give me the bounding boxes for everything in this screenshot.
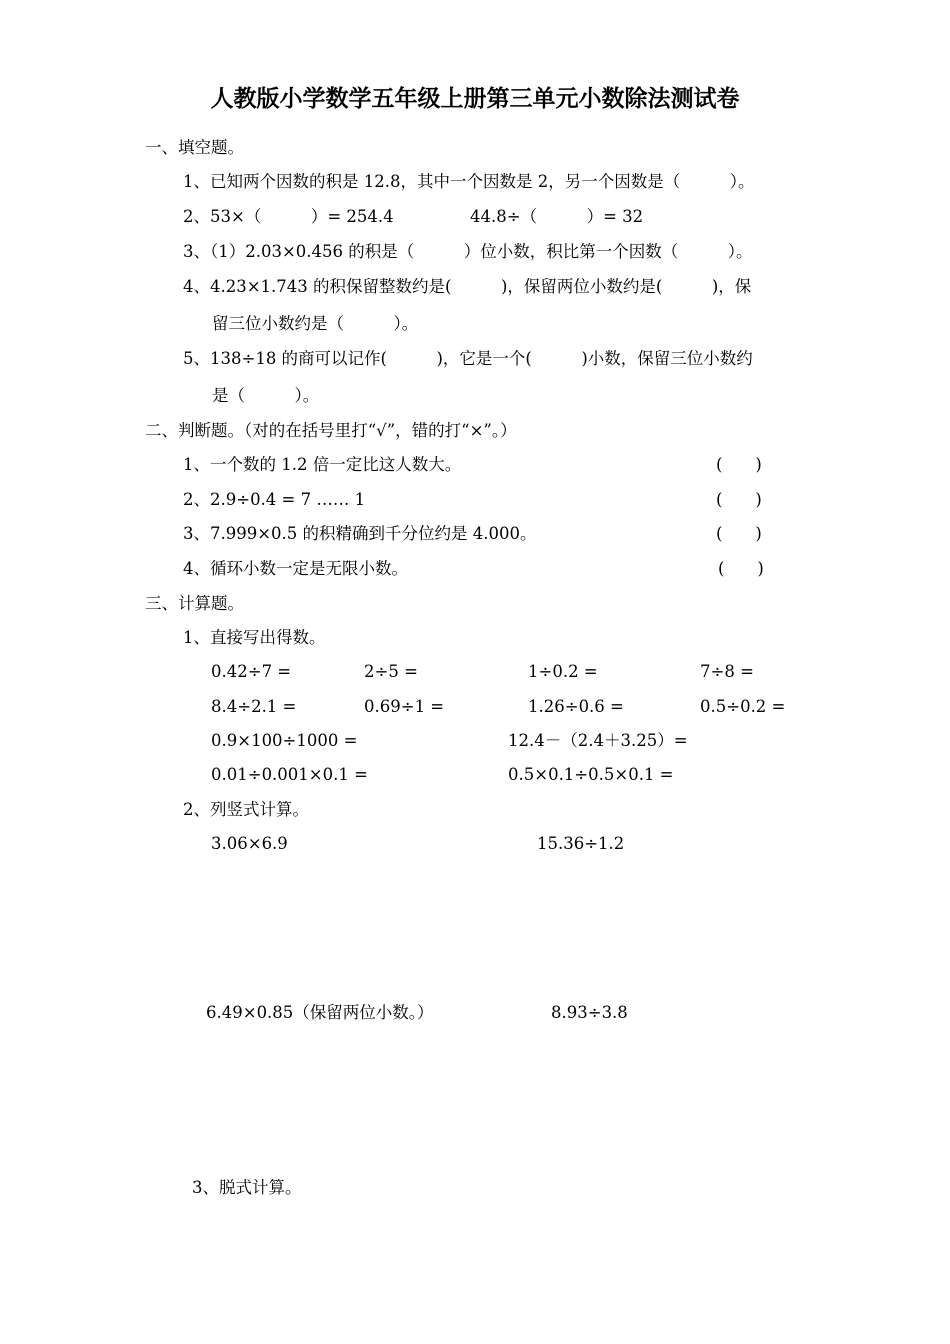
vertical-calc-2: 15.36÷1.2 [537, 834, 625, 853]
oral-calc-2-1: 8.4÷2.1 = [211, 697, 297, 716]
judge-item-3: 3、7.999×0.5 的积精确到千分位约是 4.000。 [183, 524, 537, 543]
page-title: 人教版小学数学五年级上册第三单元小数除法测试卷 [210, 85, 740, 112]
vertical-calc-4: 8.93÷3.8 [551, 1003, 628, 1022]
oral-calc-4-2: 0.5×0.1÷0.5×0.1 = [508, 765, 674, 784]
question-1-5-cont: 是（ ）。 [212, 386, 320, 405]
oral-calc-1-3: 1÷0.2 = [528, 662, 598, 681]
judge-bracket-2: ( ) [716, 490, 762, 509]
question-1-4-cont: 留三位小数约是（ ）。 [212, 314, 419, 333]
section-3-heading: 三、计算题。 [145, 594, 244, 613]
question-1-2a: 2、53×（ ）= 254.4 [183, 207, 394, 226]
judge-item-4: 4、循环小数一定是无限小数。 [183, 559, 408, 578]
oral-calc-3-2: 12.4－（2.4＋3.25）= [508, 731, 688, 750]
judge-bracket-1: ( ) [716, 455, 762, 474]
oral-calc-1-4: 7÷8 = [700, 662, 754, 681]
oral-calc-1-2: 2÷5 = [364, 662, 418, 681]
judge-bracket-4: ( ) [718, 559, 764, 578]
oral-calc-4-1: 0.01÷0.001×0.1 = [211, 765, 368, 784]
section-1-heading: 一、填空题。 [145, 138, 244, 157]
judge-item-2: 2、2.9÷0.4 = 7 …… 1 [183, 490, 366, 509]
section-2-heading: 二、判断题。（对的在括号里打“√”，错的打“×”。） [145, 421, 517, 440]
oral-calc-3-1: 0.9×100÷1000 = [211, 731, 358, 750]
question-1-3: 3、（1）2.03×0.456 的积是（ ）位小数，积比第一个因数（ ）。 [183, 242, 753, 261]
calc-sub-2: 2、列竖式计算。 [183, 800, 309, 819]
question-1-2b: 44.8÷（ ）= 32 [470, 207, 644, 226]
oral-calc-2-3: 1.26÷0.6 = [528, 697, 624, 716]
oral-calc-1-1: 0.42÷7 = [211, 662, 292, 681]
question-1-1: 1、已知两个因数的积是 12.8，其中一个因数是 2，另一个因数是（ ）。 [183, 172, 755, 191]
judge-item-1: 1、一个数的 1.2 倍一定比这人数大。 [183, 455, 462, 474]
judge-bracket-3: ( ) [716, 524, 762, 543]
oral-calc-2-2: 0.69÷1 = [364, 697, 445, 716]
oral-calc-2-4: 0.5÷0.2 = [700, 697, 786, 716]
question-1-4: 4、4.23×1.743 的积保留整数约是( )，保留两位小数约是( )，保 [183, 277, 752, 296]
calc-sub-1: 1、直接写出得数。 [183, 628, 326, 647]
vertical-calc-3: 6.49×0.85（保留两位小数。） [206, 1003, 434, 1022]
vertical-calc-1: 3.06×6.9 [211, 834, 288, 853]
calc-sub-3: 3、脱式计算。 [192, 1178, 302, 1197]
question-1-5: 5、138÷18 的商可以记作( )，它是一个( )小数，保留三位小数约 [183, 349, 753, 368]
